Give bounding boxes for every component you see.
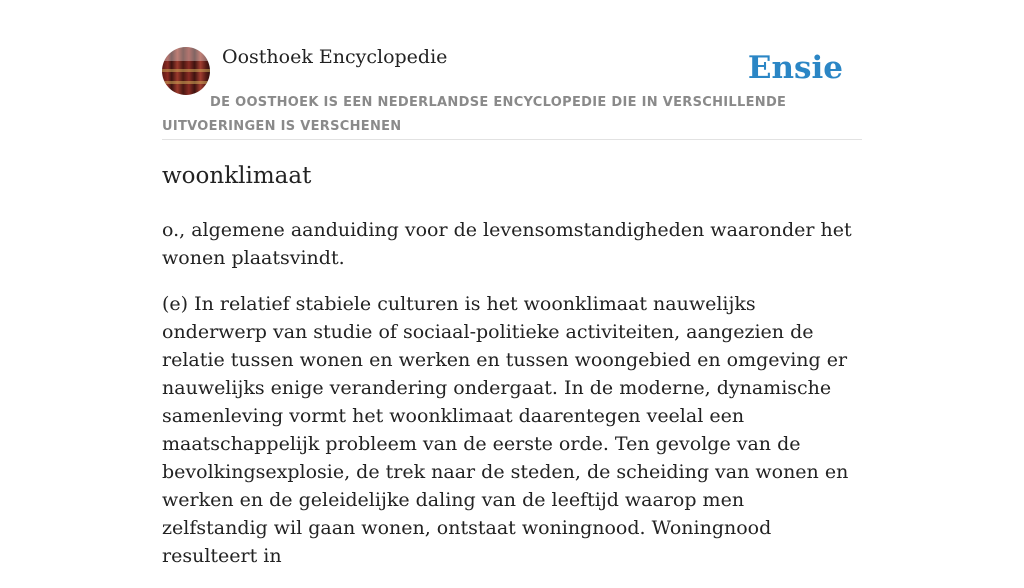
logo-shine	[162, 47, 210, 61]
brand-logo-link[interactable]: Ensie	[747, 50, 843, 86]
header-divider	[162, 139, 862, 140]
logo-band	[162, 69, 210, 72]
encyclopedia-books-icon[interactable]	[162, 47, 210, 95]
entry-content	[162, 216, 852, 588]
entry-paragraph: (e) In relatief stabiele culturen is het woonklimaat nauwelijks onderwerp van studie of sociaal-politieke activiteiten, aangezien de relatie tussen wonen en werken en tussen woongebied en omgeving er nauwelijks enige verandering ondergaat. In de moderne, dynamische samenleving vormt het woonklimaat daarentegen veelal een maatschappelijk probleem van de eerste orde. Ten gevolge van de bevolkingsexplosie, de trek naar de steden, de scheiding van wonen en werken en de geleidelijke daling van de leeftijd waarop men zelfstandig wil gaan wonen, ontstaat woningnood. Woningnood resulteert in	[162, 293, 849, 567]
entry-title: woonklimaat	[162, 163, 312, 189]
site-tagline: DE OOSTHOEK IS EEN NEDERLANDSE ENCYCLOPEDIE DIE IN VERSCHILLENDE UITVOERINGEN IS VERSCHENEN	[162, 95, 787, 134]
site-title[interactable]: Oosthoek Encyclopedie	[222, 46, 448, 68]
logo-band	[162, 81, 210, 84]
entry-paragraph: o., algemene aanduiding voor de levensomstandigheden waaronder het wonen plaatsvindt.	[162, 219, 852, 269]
